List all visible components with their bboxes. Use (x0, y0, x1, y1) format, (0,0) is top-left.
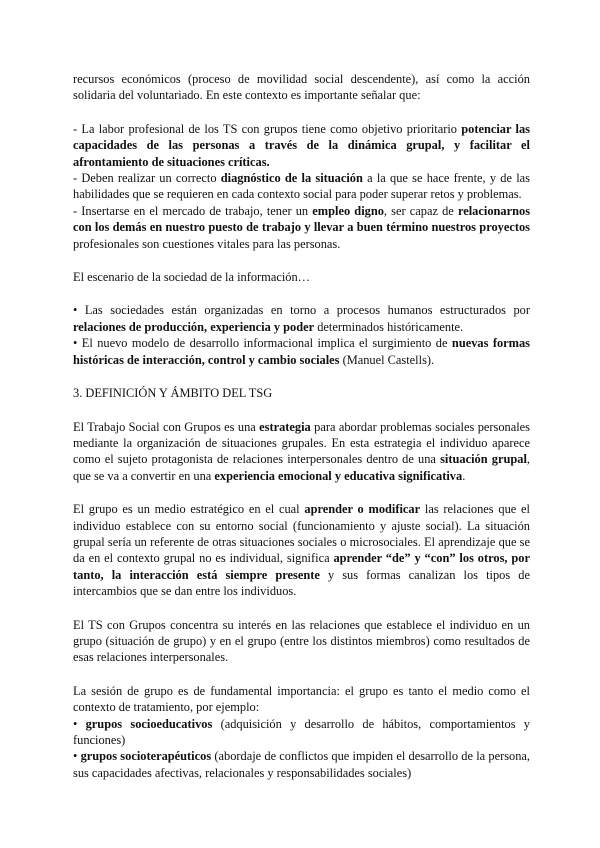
bullet-item-societies: • Las sociedades están organizadas en torno a procesos humanos estructurados por relaciones de producción, experiencia y poder determinados históricamente. (73, 303, 530, 334)
paragraph-focus: El TS con Grupos concentra su interés en las relaciones que establece el individuo en un grupo (situación de grupo) y en el grupo (entre los distintos miembros) como resultados de esas relaciones interpersonales. (73, 617, 530, 665)
paragraph-session: La sesión de grupo es de fundamental importancia: el grupo es tanto el medio como el contexto de tratamiento, por ejemplo: (73, 683, 530, 715)
bullet-item-socioterapeuticos: • grupos socioterapéuticos (abordaje de conflictos que impiden el desarrollo de la persona, sus capacidades afectivas, relacionales y responsabilidades sociales) (73, 749, 531, 780)
list-item-employment: - Insertarse en el mercado de trabajo, tener un empleo digno, ser capaz de relacionarnos con los demás en nuestro puesto de trabajo y llevar a buen término nuestros proyectos profesionales son cuestiones vitales para las personas. (73, 203, 531, 251)
paragraph-definition: El Trabajo Social con Grupos es una estrategia para abordar problemas sociales personales mediante la organización de situaciones grupales. En esta estrategia el individuo aparece como el sujeto protagonista de relaciones interpersonales dentro de una situación grupal, que se va a convertir en una experiencia emocional y educativa significativa. (73, 419, 531, 483)
paragraph-intro-continued: recursos económicos (proceso de movilidad social descendente), así como la acción solidaria del voluntariado. En este contexto es importante señalar que: (73, 72, 530, 103)
bullet-item-castells: • El nuevo modelo de desarrollo informacional implica el surgimiento de nuevas formas históricas de interacción, control y cambio sociales (Manuel Castells). (73, 336, 530, 367)
paragraph-escenario: El escenario de la sociedad de la información… (73, 270, 311, 285)
list-item-objective: - La labor profesional de los TS con grupos tiene como objetivo prioritario potenciar las capacidades de las personas a través de la dinámica grupal, y facilitar el afrontamiento de situaciones críticas. (73, 121, 531, 169)
paragraph-strategic-medium: El grupo es un medio estratégico en el cual aprender o modificar las relaciones que el individuo establece con su entorno social (funcionamiento y ajuste social). La situación grupal sería un referente de otras situaciones sociales o microsociales. El aprendizaje que se da en el contexto grupal no es individual, significa aprender “de” y “con” los otros, por tanto, la interacción está siempre presente y sus formas canalizan los tipos de intercambios que se dan entre los individuos. (73, 502, 530, 599)
list-item-diagnosis: - Deben realizar un correcto diagnóstico de la situación a la que se hace frente, y de las habilidades que se requieren en cada contexto social para poder superar retos y problemas. (73, 171, 530, 202)
section-heading: 3. DEFINICIÓN Y ÁMBITO DEL TSG (73, 386, 273, 401)
bullet-item-socioeducativos: • grupos socioeducativos (adquisición y desarrollo de hábitos, comportamientos y funciones) (73, 716, 530, 747)
